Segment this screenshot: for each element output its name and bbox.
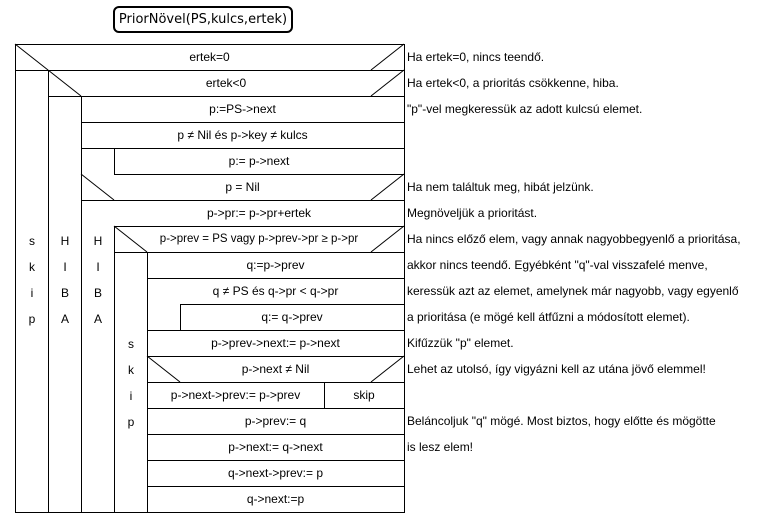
note-line: Ha ertek<0, a prioritás csökkenne, hiba. xyxy=(407,76,619,90)
note-line: Lehet az utolsó, így vigyázni kell az utána jövő elemmel! xyxy=(407,362,706,376)
statement-unlink: p->prev->next:= p->next xyxy=(211,336,340,350)
loop-back-body: q:= q->prev xyxy=(261,310,323,324)
condition-next-not-nil: p->next ≠ Nil xyxy=(241,362,310,376)
else-letter: A xyxy=(93,312,102,326)
else-hiba-column-2 xyxy=(82,228,114,332)
statement-link-next: p->next:= q->next xyxy=(228,440,323,454)
else-hiba-column-1 xyxy=(49,228,81,332)
else-letter: H xyxy=(93,234,103,248)
statement-link-q-next: q->next:=p xyxy=(246,492,305,506)
else-letter: p xyxy=(28,312,36,326)
else-letter: k xyxy=(29,260,35,274)
condition-ertek-zero: ertek=0 xyxy=(189,50,230,64)
else-letter: i xyxy=(129,389,133,403)
else-letter: A xyxy=(60,312,69,326)
note-line: akkor nincs teendő. Egyébként "q"-val visszafelé menve, xyxy=(407,258,708,272)
else-skip-column-1 xyxy=(16,228,48,332)
loop-back-condition: q ≠ PS és q->pr < q->pr xyxy=(212,284,339,298)
condition-ertek-negative: ertek<0 xyxy=(205,76,247,90)
statement-increase-priority: p->pr:= p->pr+ertek xyxy=(206,206,312,220)
note-line: Beláncoljuk "q" mögé. Most biztos, hogy előtte és mögötte xyxy=(407,414,716,428)
else-letter: s xyxy=(29,234,35,248)
statement-p-init: p:=PS->next xyxy=(209,102,276,116)
note-line: Ha nincs előző elem, vagy annak nagyobbegyenlő a prioritása, xyxy=(407,232,741,246)
loop-search-condition: p ≠ Nil és p->key ≠ kulcs xyxy=(177,128,308,142)
else-skip-column-2 xyxy=(115,331,147,435)
condition-prev: p->prev = PS vagy p->prev->pr ≥ p->pr xyxy=(159,233,359,245)
else-letter: H xyxy=(60,234,70,248)
note-line: is lesz elem! xyxy=(407,440,474,454)
note-line: a prioritása (e mögé kell átfűzni a módosított elemet). xyxy=(407,310,690,324)
statement-q-init: q:=p->prev xyxy=(246,258,305,272)
else-letter: B xyxy=(60,286,69,300)
statement-skip: skip xyxy=(353,388,375,402)
else-letter: s xyxy=(128,337,134,351)
condition-p-nil: p = Nil xyxy=(225,180,260,194)
else-letter: B xyxy=(93,286,102,300)
else-letter: i xyxy=(30,286,34,300)
note-line: keressük azt az elemet, amelynek már nagyobb, vagy egyenlő xyxy=(407,284,739,298)
else-letter: I xyxy=(63,260,67,274)
note-line: Kifűzzük "p" elemet. xyxy=(407,336,514,350)
else-letter: I xyxy=(96,260,100,274)
note-line: "p"-vel megkeressük az adott kulcsú elemet. xyxy=(407,102,643,116)
note-line: Ha nem találtuk meg, hibát jelzünk. xyxy=(407,180,594,194)
statement-next-prev: p->next->prev:= p->prev xyxy=(170,388,301,402)
statement-link-prev: p->prev:= q xyxy=(244,414,307,428)
loop-search-body: p:= p->next xyxy=(228,154,290,168)
note-line: Ha ertek=0, nincs teendő. xyxy=(407,50,545,64)
else-letter: k xyxy=(128,363,134,377)
else-letter: p xyxy=(127,415,135,429)
note-line: Megnöveljük a prioritást. xyxy=(407,206,538,220)
function-title: PriorNövel(PS,kulcs,ertek) xyxy=(113,6,293,33)
statement-link-next-prev: q->next->prev:= p xyxy=(227,466,324,480)
